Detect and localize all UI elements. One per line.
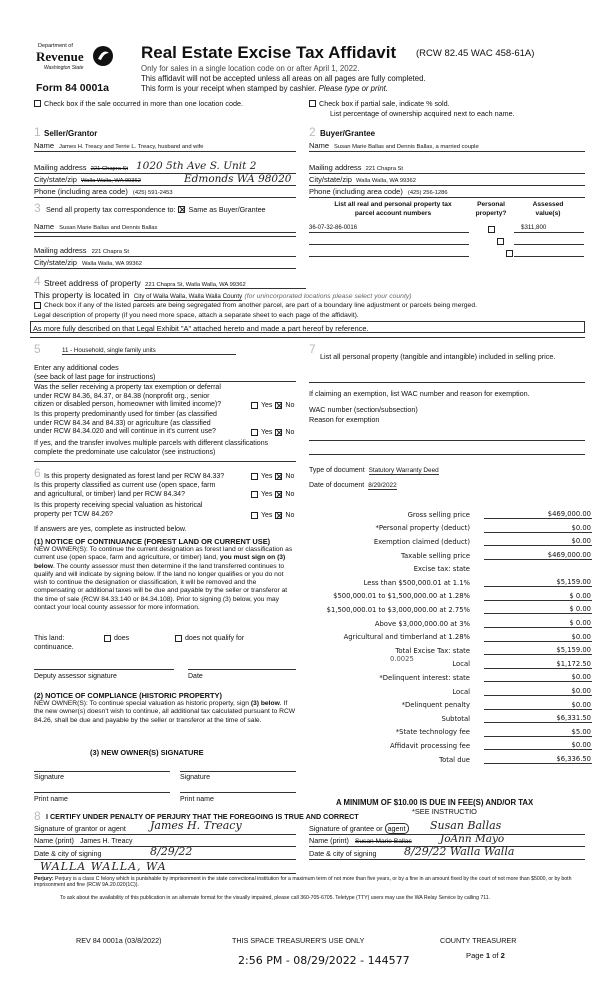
q1-no-checkbox[interactable] (275, 402, 282, 409)
forest-yes-checkbox[interactable] (251, 473, 258, 480)
legal-desc-text: As more fully described on that Legal Exhibit "A" attached hereto and made a part hereof by reference. (33, 323, 369, 333)
tax-row (300, 726, 592, 740)
partial-sale-label: Check box if partial sale, indicate % sold. (319, 99, 450, 108)
tax-row-value[interactable]: $469,000.00 (484, 551, 592, 560)
buyer-phone-label: Phone (including area code) (309, 187, 403, 196)
doc-type-row[interactable] (309, 467, 439, 474)
continuance-text-1: NEW OWNER(S): To continue the current designation as forest land or classification as current use (open space, farm and agriculture, or timber) land, (34, 546, 293, 562)
grantee-signature: Susan Ballas (430, 819, 502, 832)
seller-city-handwritten: Edmonds WA 98020 (184, 173, 292, 185)
grantee-date-handwritten: 8/29/22 Walla Walla (404, 845, 515, 858)
buyer-mailing-label: Mailing address (309, 163, 362, 172)
current-use-q-1: Is this property classified as current use (open space, farm (34, 482, 216, 489)
tax-row-label: Above $3,000,000.00 at 3% (374, 619, 470, 628)
tax-row-label: Local (452, 687, 470, 696)
revenue-logo (30, 43, 115, 81)
personal-header-2: property? (475, 210, 507, 217)
tax-row (300, 590, 592, 604)
street-label: Street address of property (44, 278, 141, 288)
tax-row-value[interactable]: $ 0.00 (484, 592, 592, 601)
corr-mailing-label: Mailing address (34, 246, 87, 255)
buyer-phone: (425) 256-1286 (407, 190, 448, 196)
doc-type-label: Type of document (309, 467, 365, 474)
tax-row-label: Agricultural and timberland at 1.28% (343, 633, 470, 642)
tax-row (300, 712, 592, 726)
assessed-value-1[interactable] (514, 222, 584, 233)
tax-row (300, 603, 592, 617)
parcel-row-2[interactable] (309, 234, 469, 245)
tax-row-label: *State technology fee (395, 728, 470, 737)
corr-name-field[interactable] (34, 222, 296, 233)
q1-yes: Yes (261, 402, 273, 409)
use-code[interactable]: 11 - Household, single family units (62, 347, 236, 355)
continuance-text-2: . The county assessor must then determine if the land transferred continues to qualify and will indicate by signing below. If the land no longer qualifies or you do not wish to continue the designation or classification, it will be removed and the compensating or additional taxes will be due and payable by the seller or transferor at the time of sale (RCW 84.33.140 or 84.34.108). Prior to signing (3) below, you may contact your local county assessor for more information. (34, 562, 288, 612)
compliance-bold: (3) below (250, 700, 280, 707)
section-3-number: 3 (34, 201, 41, 215)
section-5-number: 5 (34, 342, 41, 356)
tax-row (300, 508, 592, 522)
section5-divider (34, 461, 296, 462)
tax-row-value[interactable]: $ 0.00 (484, 619, 592, 628)
tax-row-value[interactable]: $ 0.00 (484, 605, 592, 614)
grantor-date-label: Date & city of signing (34, 849, 102, 858)
same-as-buyer-checkbox[interactable] (178, 206, 185, 213)
personal-header (470, 200, 512, 218)
page-prefix: Page (466, 951, 486, 960)
seller-name-label: Name (34, 141, 55, 150)
tax-row-value[interactable]: $5.00 (484, 728, 592, 737)
q1-no: No (285, 402, 295, 409)
tax-row (300, 617, 592, 631)
historic-q-2: property per TCW 84.26? (34, 510, 113, 518)
grantor-sig-label: Signature of grantor or agent (34, 824, 126, 833)
seller-name-field[interactable] (34, 141, 296, 152)
header-sub3 (141, 84, 388, 93)
perjury-text: Perjury is a class C felony which is punishable by imprisonment in the state correctional institution for a maximum term of not more than five years, or by a fine in an amount fixed by the court of not more than $5000, or by both imprisonment and fine (RCW 9A.20.020(1C)). (34, 876, 572, 889)
does-option[interactable] (104, 635, 129, 642)
current-use-yes-checkbox[interactable] (251, 491, 258, 498)
tax-row-value[interactable]: $6,336.50 (484, 755, 592, 764)
historic-q-1: Is this property receiving special valuation as historical (34, 502, 203, 509)
forest-question: Is this property designated as forest land per RCW 84.33? (44, 473, 225, 480)
buyer-heading: Buyer/Grantee (320, 129, 376, 138)
certify-heading: I CERTIFY UNDER PENALTY OF PERJURY THAT THE FOREGOING IS TRUE AND CORRECT (46, 812, 359, 821)
this-land-row (34, 635, 64, 642)
corr-blank-line (34, 236, 296, 237)
personal-property-field[interactable] (309, 382, 585, 383)
segregated-checkbox[interactable] (34, 302, 41, 309)
tax-row-value[interactable]: $5,159.00 (484, 578, 592, 587)
grantor-date-handwritten: 8/29/22 (150, 845, 193, 858)
page-title: Real Estate Excise Tax Affidavit (141, 43, 397, 62)
legal-desc-divider (30, 337, 585, 338)
q3a: If yes, and the transfer involves multiple parcels with different classifications (34, 440, 269, 447)
q2a: Is this property predominantly used for timber (as classified (34, 411, 217, 418)
doc-type-value: Statutory Warranty Deed (368, 467, 439, 474)
corr-name: Susan Marie Ballas and Dennis Ballas (59, 225, 158, 231)
tax-row (300, 535, 592, 549)
minimum-notice: A MINIMUM OF $10.00 IS DUE IN FEE(S) AND/OR TAX (336, 798, 534, 807)
does-not-checkbox[interactable] (175, 635, 182, 642)
owner-sig-label-2: Signature (180, 774, 210, 781)
tax-row (300, 549, 592, 563)
parcel-row-1[interactable] (309, 222, 469, 233)
doc-date-value: 8/29/2022 (368, 482, 397, 489)
parcel-number: 36-07-32-86-0016 (309, 225, 358, 231)
multi-location-label: Check box if the sale occurred in more than one location code. (44, 99, 243, 108)
page-total: 2 (500, 951, 505, 960)
buyer-name: Susan Marie Ballas and Dennis Ballas, a married couple (334, 144, 479, 150)
current-use-no: No (285, 491, 295, 498)
tax-row (300, 658, 592, 672)
new-owner-sig-heading: (3) NEW OWNER(S) SIGNATURE (90, 748, 204, 757)
tax-row-label: Total due (439, 755, 470, 764)
deputy-date-label: Date (188, 673, 203, 680)
tax-row-value[interactable]: $469,000.00 (484, 510, 592, 519)
seller-name: James H. Treacy and Terrie L. Treacy, husband and wife (59, 144, 204, 150)
current-use-q-2: and agricultural, or timber) land per RCW 84.34? (34, 490, 185, 498)
county-treasurer: COUNTY TREASURER (440, 936, 517, 945)
tax-row-label: Less than $500,000.01 at 1.1% (363, 578, 470, 587)
buyer-mailing-field[interactable] (309, 163, 585, 174)
buyer-phone-field[interactable] (309, 187, 585, 198)
assessed-value: $311,800 (521, 224, 547, 231)
tax-row (300, 522, 592, 536)
tax-row-label: Exemption claimed (deduct) (373, 537, 470, 546)
historic-yes: Yes (261, 512, 273, 519)
corr-mailing: 221 Chapra St (91, 249, 130, 255)
section-6-number: 6 (34, 466, 41, 480)
does-label: does (114, 635, 130, 642)
see-instructions: *SEE INSTRUCTIO (412, 807, 477, 816)
forest-answers (251, 473, 294, 480)
owner-sig-line-1[interactable] (34, 771, 170, 772)
tax-row-value[interactable]: $6,331.50 (484, 714, 592, 723)
compliance-text-2: . If the new owner(s) doesn't wish to continue, all additional tax calculated pursuant to RCW 84.26, shall be due and payable by the seller or transferor at the time of sale. (34, 700, 296, 724)
correspondence-text: Send all property tax correspondence to: (46, 205, 176, 214)
parcel-header-1: List all real and personal property tax (334, 201, 452, 208)
compliance-heading: (2) NOTICE OF COMPLIANCE (HISTORIC PROPERTY) (34, 691, 222, 700)
q2-no: No (285, 429, 295, 436)
seller-mailing: 221 Chapra St (90, 166, 129, 172)
tax-row (300, 671, 592, 685)
tax-row-value[interactable]: $0.00 (484, 524, 592, 533)
seller-mailing-handwritten: 1020 5th Ave S. Unit 2 (136, 160, 257, 172)
tax-row-label: *Personal property (deduct) (375, 524, 470, 533)
accessibility-notice: To ask about the availability of this publication in an alternate format for the visually impaired, please call 360-705-6705. Teletype (TTY) users may use the WA Relay Service by calling 711. (60, 895, 491, 901)
codes-label-1: Enter any additional codes (34, 363, 119, 372)
owner-print-line-2[interactable] (180, 792, 296, 793)
section-4-number: 4 (34, 274, 41, 288)
section-1-number: 1 (34, 125, 41, 139)
parcel-row-3[interactable] (309, 246, 469, 257)
owner-sig-line-2[interactable] (180, 771, 296, 772)
wac-label: WAC number (section/subsection) (309, 405, 418, 414)
forest-no: No (285, 473, 295, 480)
tax-row-label: Local (452, 660, 470, 669)
q2-answers (251, 429, 294, 436)
personal-checkbox-3[interactable] (506, 250, 513, 257)
local-rate: 0.0025 (390, 655, 414, 663)
form-number: Form 84 0001a (36, 82, 109, 94)
grantor-name-label: Name (print) (34, 836, 74, 845)
perjury-label: Perjury: (34, 876, 54, 882)
header-sub3b: Please type or print. (318, 84, 389, 93)
exemption-label: If claiming an exemption, list WAC number and reason for exemption. (309, 389, 530, 398)
located-hint: (for unincorporated locations please select your county) (244, 293, 412, 300)
legal-desc-label: Legal description of property (if you need more space, attach a separate sheet to each page of the affidavit). (34, 312, 359, 319)
corr-mailing-field[interactable] (34, 246, 296, 257)
doc-date-label: Date of document (309, 482, 365, 489)
q1a: Was the seller receiving a property tax exemption or deferral (34, 384, 221, 391)
correspondence-row (46, 205, 266, 214)
same-as-buyer-label: Same as Buyer/Grantee (188, 205, 266, 214)
tax-row-value[interactable]: $1,172.50 (484, 660, 592, 669)
assessed-value-3[interactable] (514, 246, 584, 257)
tax-row-value[interactable]: $0.00 (484, 741, 592, 750)
section-2-number: 2 (309, 125, 316, 139)
tax-row-label: Total Excise Tax: state (395, 646, 470, 655)
tax-row (300, 644, 592, 658)
seller-city: Walla Walla, WA 99362 (81, 178, 141, 184)
tax-row (300, 576, 592, 590)
continuance-text (34, 546, 298, 612)
tax-row-label: Subtotal (441, 714, 470, 723)
continuance-heading: (1) NOTICE OF CONTINUANCE (FOREST LAND OR CURRENT USE) (34, 537, 271, 546)
multi-location-checkbox[interactable] (34, 100, 41, 107)
grantee-name: Susan Marie Ballas (354, 838, 412, 845)
corr-name-label: Name (34, 222, 55, 231)
personal-property-label: List all personal property (tangible and intangible) included in selling price. (320, 352, 556, 361)
rcw-reference: (RCW 82.45 WAC 458-61A) (416, 48, 535, 59)
tax-row-label: Taxable selling price (400, 551, 470, 560)
header-sub1: Only for sales in a single location code on or after April 1, 2022. (141, 64, 360, 73)
q2b: under RCW 84.34 and 84.33) or agriculture (as classified (34, 419, 211, 427)
multi-location-check[interactable] (34, 99, 243, 108)
header-sub2: This affidavit will not be accepted unless all areas on all pages are fully completed. (141, 74, 426, 83)
forest-no-checkbox[interactable] (275, 473, 282, 480)
q1-answers (251, 402, 294, 409)
tax-row-value[interactable]: $0.00 (484, 673, 592, 682)
partial-sale-checkbox[interactable] (309, 100, 316, 107)
q2-yes: Yes (261, 429, 273, 436)
tax-row (300, 630, 592, 644)
does-checkbox[interactable] (104, 635, 111, 642)
personal-checkbox-1[interactable] (488, 226, 495, 233)
assessed-value-2[interactable] (514, 234, 584, 245)
owner-sig-label-1: Signature (34, 774, 64, 781)
seller-heading: Seller/Grantor (44, 129, 98, 138)
doc-date-row[interactable] (309, 482, 397, 489)
assessed-header-1: Assessed (532, 201, 564, 208)
dept-line3: Washington State (44, 65, 84, 71)
historic-question (34, 502, 202, 519)
revenue-logo-icon (92, 45, 114, 67)
compliance-text-1: NEW OWNER(S): To continue special valuation as historic property, sign (34, 700, 251, 707)
owner-print-line-1[interactable] (34, 792, 170, 793)
tax-row (300, 698, 592, 712)
deputy-sig-label: Deputy assessor signature (34, 673, 117, 680)
owner-print-label-2: Print name (180, 796, 214, 803)
does-not-option[interactable] (175, 635, 244, 642)
reason-label: Reason for exemption (309, 415, 380, 424)
tax-row-value[interactable]: $0.00 (484, 633, 592, 642)
street-row[interactable] (44, 278, 306, 288)
grantee-name-handwritten: JoAnn Mayo (440, 833, 505, 845)
answers-note: If answers are yes, complete as instructed below. (34, 526, 187, 533)
personal-header-1: Personal (477, 201, 505, 208)
street-value: 221 Chapra St, Walla Walla, WA 99362 (145, 282, 306, 289)
q2c: under RCW 84.34.020 and will continue in it's current use? (34, 428, 216, 436)
tax-row-label: *Delinquent interest: state (379, 673, 470, 682)
codes-field[interactable] (34, 381, 296, 382)
dept-line1: Department of (38, 43, 73, 49)
assessed-header-2: value(s) (535, 210, 561, 217)
historic-answers (251, 512, 294, 519)
reason-field[interactable] (309, 440, 585, 441)
located-value: City of Walla Walla, Walla Walla County (133, 293, 243, 300)
legal-desc-box[interactable] (30, 321, 585, 333)
treasurer-use: THIS SPACE TREASURER'S USE ONLY (232, 936, 365, 945)
buyer-city-field[interactable] (309, 175, 585, 186)
segregated-label: Check box if any of the listed parcels are being segregated from another parcel, are part of a boundary line adjustment or parcels being merged. (44, 302, 477, 309)
predominate-note (34, 440, 296, 457)
tax-row (300, 685, 592, 699)
parcel-header-2: parcel account numbers (354, 210, 432, 217)
buyer-city: Walla Walla, WA 99362 (356, 178, 416, 184)
grantor-city-handwritten: WALLA WALLA, WA (40, 860, 167, 873)
q2-yes-checkbox[interactable] (251, 429, 258, 436)
seller-mailing-label: Mailing address (34, 163, 87, 172)
partial-sale-check[interactable] (309, 99, 450, 108)
page-of: of (490, 951, 501, 960)
personal-checkbox-2[interactable] (497, 238, 504, 245)
codes-label-2: (see back of last page for instructions) (34, 372, 156, 381)
continuance-bold: you must sign on (3) below (34, 554, 286, 570)
assessed-header (516, 200, 580, 218)
dept-line2: Revenue (36, 49, 84, 64)
partial-sale-label2: List percentage of ownership acquired next to each name. (330, 109, 515, 118)
tax-row-label: Gross selling price (407, 510, 470, 519)
section-8-number: 8 (34, 809, 41, 823)
compliance-text (34, 700, 298, 725)
historic-no: No (285, 512, 295, 519)
parcel-header (318, 200, 468, 218)
tax-row-label: *Delinquent penalty (401, 701, 470, 710)
section-7-number: 7 (309, 342, 316, 356)
page-indicator (466, 951, 505, 960)
tax-row-value[interactable]: $0.00 (484, 687, 592, 696)
current-use-answers (251, 491, 294, 498)
deputy-sig-line[interactable] (34, 669, 174, 670)
q1b: under RCW 84.36, 84.37, or 84.38 (nonprofit org., senior (34, 392, 210, 400)
current-use-yes: Yes (261, 491, 273, 498)
seller-phone-field[interactable] (34, 187, 296, 198)
seller-phone-label: Phone (including area code) (34, 187, 128, 196)
tax-row-value[interactable]: $0.00 (484, 701, 592, 710)
seller-phone: (425) 591-2453 (132, 190, 173, 196)
tax-row-label: Affidavit processing fee (390, 741, 470, 750)
page-num: 1 (485, 951, 491, 960)
grantee-sig-label-a: Signature of grantee or (309, 824, 385, 833)
q2-no-checkbox[interactable] (275, 429, 282, 436)
tax-row-label: $1,500,000.01 to $3,000,000.00 at 2.75% (326, 605, 470, 614)
grantee-date-label: Date & city of signing (309, 849, 377, 858)
tax-row (300, 753, 592, 767)
does-not-label: does not qualify for (185, 635, 245, 642)
current-use-question (34, 482, 215, 499)
tax-row-value[interactable]: $0.00 (484, 537, 592, 546)
q1-yes-checkbox[interactable] (251, 402, 258, 409)
rev-number: REV 84 0001a (03/8/2022) (76, 936, 162, 945)
current-use-no-checkbox[interactable] (275, 491, 282, 498)
deputy-date-line[interactable] (188, 669, 296, 670)
owner-print-label-1: Print name (34, 796, 68, 803)
grantor-date-line-2 (34, 873, 296, 874)
buyer-name-label: Name (309, 141, 330, 150)
tax-row-label: Excise tax: state (413, 565, 470, 574)
tax-row (300, 562, 592, 576)
buyer-city-label: City/state/zip (309, 175, 352, 184)
continuance-label: continuance. (34, 644, 74, 651)
historic-yes-checkbox[interactable] (251, 512, 258, 519)
treasurer-stamp: 2:56 PM - 08/29/2022 - 144577 (238, 954, 410, 967)
grantor-signature: James H. Treacy (150, 819, 242, 832)
tax-row-value[interactable]: $5,159.00 (484, 646, 592, 655)
segregated-row[interactable] (34, 302, 477, 309)
grantee-name-label: Name (print) (309, 836, 349, 845)
grantor-name: James H. Treacy (79, 838, 133, 845)
perjury-notice (34, 876, 587, 889)
tax-row (300, 739, 592, 753)
corr-city: Walla Walla, WA 99362 (82, 261, 142, 267)
q1c: citizen or disabled person, homeowner with limited income)? (34, 401, 222, 409)
reason-field-2[interactable] (309, 454, 585, 455)
grantee-sig-label-b: agent (385, 823, 409, 834)
located-row[interactable] (34, 290, 412, 300)
forest-yes: Yes (261, 473, 273, 480)
seller-city-label: City/state/zip (34, 175, 77, 184)
corr-city-label: City/state/zip (34, 258, 77, 267)
located-label: This property is located in (34, 290, 130, 300)
tax-row-label: $500,000.01 to $1,500,000.00 at 1.28% (333, 592, 470, 601)
this-land-label: This land: (34, 635, 65, 642)
buyer-name-field[interactable] (309, 141, 585, 152)
header-sub3a: This form is your receipt when stamped by cashier. (141, 84, 319, 93)
q3b: complete the predominate use calculator (see instructions) (34, 448, 216, 456)
historic-no-checkbox[interactable] (275, 512, 282, 519)
corr-city-field[interactable] (34, 258, 296, 269)
buyer-mailing: 221 Chapra St (365, 166, 404, 172)
